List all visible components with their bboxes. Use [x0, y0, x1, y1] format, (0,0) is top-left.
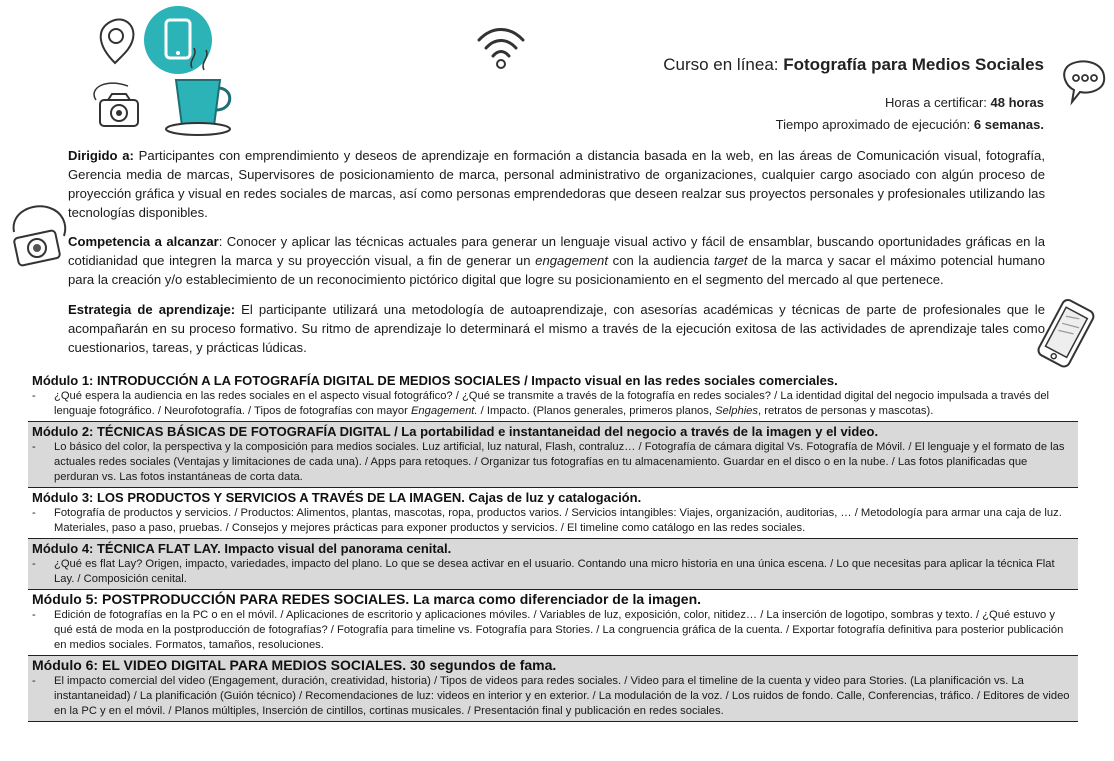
module-3-title: Módulo 3: LOS PRODUCTOS Y SERVICIOS A TRAVÉS DE LA IMAGEN. Cajas de luz y catalogación.: [32, 490, 642, 505]
module-1-em-b: Selphies: [715, 405, 758, 417]
module-2-text: Lo básico del color, la perspectiva y la composición para medios sociales. Luz artificial, luz natural, Flash, contraluz… / Fotografía de cámara digital Vs. Fotografía de Móvil. / El lenguaje y el formato de las actuales redes sociales (Ventajas y limitaciones de cada una). / Apps para retoques. / Organizar tus fotografías en tu almacenamiento. Guardar en el disco o en la nube. / Las fotos planificadas que perduran vs. Las fotos instantáneas de corta data.: [54, 441, 1065, 483]
time-label: Tiempo aproximado de ejecución:: [775, 117, 974, 132]
competencia-em-1: engagement: [535, 253, 608, 268]
module-1-body: [32, 389, 1074, 419]
module-3-body: [32, 506, 1074, 536]
module-2-title: Módulo 2: TÉCNICAS BÁSICAS DE FOTOGRAFÍA DIGITAL / La portabilidad e instantaneidad del negocio a través de la imagen y el video.: [32, 424, 879, 439]
module-3: [28, 488, 1078, 539]
module-4-body: [32, 557, 1074, 587]
competencia-text-1: : Conocer y aplicar las técnicas actuales para generar un lenguaje visual activo y fácil de ensamblar, buscando oportunidades gráficas en la cotidianidad que integren la marca y su proyección visual, a fin de generar un: [68, 234, 1046, 268]
module-4: [28, 539, 1078, 590]
map-pin-icon: [101, 19, 134, 63]
module-6-title: Módulo 6: EL VIDEO DIGITAL PARA MEDIOS SOCIALES. 30 segundos de fama.: [32, 657, 557, 673]
camera-icon: [94, 83, 138, 126]
module-5: [28, 590, 1078, 656]
competencia-paragraph: [68, 232, 1045, 289]
module-2: [28, 422, 1078, 488]
module-3-text: Fotografía de productos y servicios. / Productos: Alimentos, plantas, mascotas, ropa, productos varios. / Servicios intangibles: Viajes, organización, auditorias, … / Metodología para armar una caja de luz. Materiales, paso a paso, pruebas. / Consejos y mejores prácticas para exponer productos y servicios. / El timeline como catálogo en las redes sociales.: [54, 507, 1062, 534]
dirigido-label: Dirigido a:: [68, 148, 134, 163]
module-6-text: El impacto comercial del video (Engagement, duración, creatividad, historia) / Tipos de videos para redes sociales. / Video para el timeline de la cuenta y video para Stories. (La planificación vs. La instantaneidad) / La planificación (Guión técnico) / Recomendaciones de luz: videos en interior y en exterior. / La modulación de la voz. / Los ruidos de fondo. Calle, Conferencias, tráfico. / Editores de video en la PC y en el móvil. / Planos múltiples, Inserción de cintillos, cortinas musicales. / Presentación final y publicación en redes sociales.: [54, 675, 1070, 717]
module-5-title: Módulo 5: POSTPRODUCCIÓN PARA REDES SOCIALES. La marca como diferenciador de la imagen.: [32, 591, 702, 607]
module-1: [28, 371, 1078, 422]
module-4-title: Módulo 4: TÉCNICA FLAT LAY. Impacto visual del panorama cenital.: [32, 541, 452, 556]
competencia-label: Competencia a alcanzar: [68, 234, 219, 249]
time-value: 6 semanas.: [973, 117, 1044, 132]
module-6-body: [32, 674, 1074, 719]
course-title: Fotografía para Medios Sociales: [783, 55, 1044, 74]
estrategia-text: El participante utilizará una metodología de autoaprendizaje, con asesorías académicas y técnicas de parte de profesionales que le acompañarán en su proceso formativo. Su ritmo de aprendizaje lo determinará el mismo a través de la ejecución exitosa de las actividades de aprendizaje tales como cuestionarios, tareas, y prácticas lúdicas.: [68, 302, 1045, 355]
competencia-text-3: de la marca y sacar el máximo potencial humano para la creación y/o establecimiento de un reconocimiento pictórico digital que logre su posicionamiento en el segmento del mercado al que pertenece.: [68, 253, 1045, 287]
module-5-text: Edición de fotografías en la PC o en el móvil. / Aplicaciones de escritorio y aplicaciones móviles. / Variables de luz, exposición, color, nitidez… / La inserción de logotipo, sombras y texto. / ¿Qué estuvo y qué está de moda en la postproducción de fotografías? / Fotografía para timeline vs. Fotografía para Stories. / La congruencia gráfica de la cuenta. / Exportar fotografía definitiva para posterior publicación en medios sociales. Formatos, tamaños, resoluciones.: [54, 609, 1064, 651]
hours-line: [885, 95, 1044, 110]
bullet-dash: -: [32, 558, 36, 570]
estrategia-paragraph: [68, 300, 1045, 357]
hours-value: 48 horas: [990, 95, 1044, 110]
module-1-text-c: , retratos de personas y mascotas).: [758, 405, 934, 417]
module-2-body: [32, 440, 1074, 485]
course-prefix: Curso en línea:: [663, 55, 784, 74]
estrategia-label: Estrategia de aprendizaje:: [68, 302, 236, 317]
module-1-em-a: Engagement.: [410, 405, 478, 417]
module-1-title: Módulo 1: INTRODUCCIÓN A LA FOTOGRAFÍA DIGITAL DE MEDIOS SOCIALES / Impacto visual en las redes sociales comerciales.: [32, 373, 838, 388]
smartphone-icon: [144, 6, 212, 74]
module-1-text-a: ¿Qué espera la audiencia en las redes sociales en el aspecto visual fotográfico? / ¿Qué se transmite a través de la fotografía en redes sociales? / La identidad digital del negocio impulsada a través del lenguaje fotográfico. / Neurofotografía. / Tipos de fotografías con mayor: [54, 390, 1050, 417]
module-5-body: [32, 608, 1074, 653]
dirigido-text: Participantes con emprendimiento y deseos de aprendizaje en formación a distancia basada en la web, en las áreas de Comunicación visual, fotografía, Gerencia media de marcas, Supervisores de posicionamiento de marca, personal administrativo de organizaciones, cualquier cargo asociado con algún proceso de proyección gráfica y visual en redes sociales de marcas, así como personas emprendedoras que deseen realzar sus proyectos personales y profesionales utilizando las tecnologías disponibles.: [68, 148, 1045, 220]
competencia-em-2: target: [714, 253, 748, 268]
social-media-doodle-illustration: [88, 8, 253, 138]
chat-bubble-icon: [1062, 60, 1108, 104]
bullet-dash: -: [32, 390, 36, 402]
bullet-dash: -: [32, 507, 36, 519]
dirigido-paragraph: [68, 146, 1045, 222]
module-4-text: ¿Qué es flat Lay? Origen, impacto, variedades, impacto del plano. Lo que se desea activar en el usuario. Contando una micro historia en una única escena. / Lo que necesitas para aplicar la técnica Flat Lay. / Composición cenital.: [54, 558, 1055, 585]
course-title-line: [663, 55, 1044, 75]
bullet-dash: -: [32, 675, 36, 687]
module-1-text: [54, 389, 1074, 419]
module-6: [28, 656, 1078, 722]
time-line: [776, 117, 1044, 132]
hours-label: Horas a certificar:: [885, 95, 991, 110]
bullet-dash: -: [32, 441, 36, 453]
camera-doodle-icon: [4, 198, 74, 270]
bullet-dash: -: [32, 609, 36, 621]
modules-list: [28, 371, 1078, 722]
wifi-icon: [476, 22, 526, 70]
module-1-text-b: / Impacto. (Planos generales, primeros planos,: [477, 405, 716, 417]
competencia-text-2: con la audiencia: [607, 253, 715, 268]
